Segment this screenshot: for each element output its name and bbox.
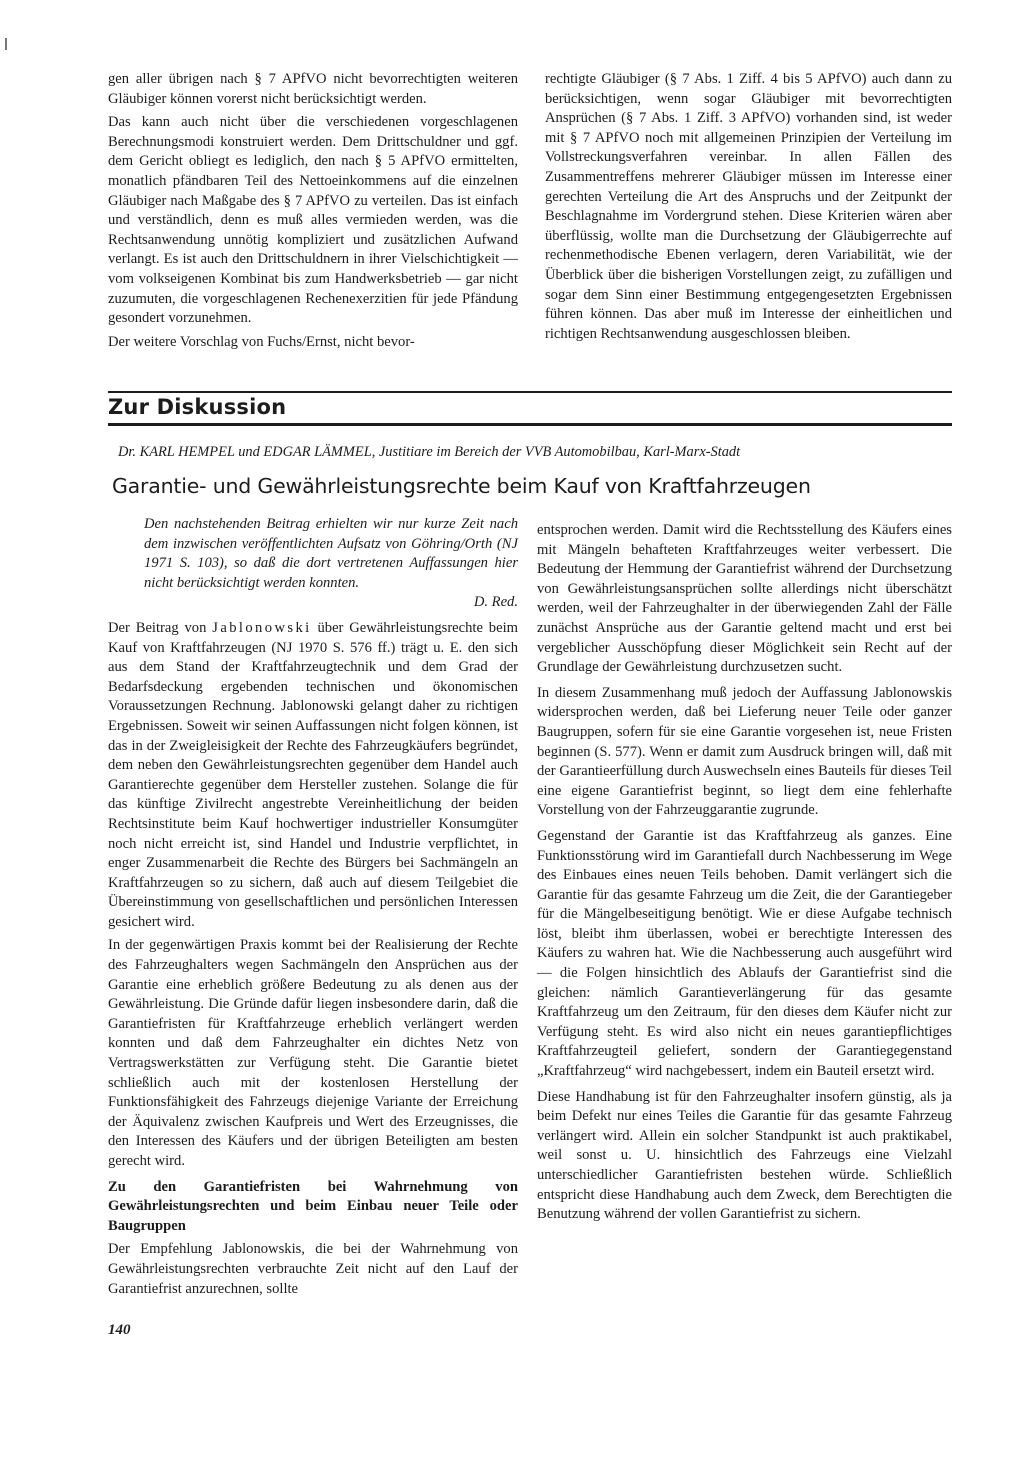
paragraph: Der weitere Vorschlag von Fuchs/Ernst, nicht bevor- xyxy=(108,333,415,350)
article-right-column xyxy=(537,521,952,1229)
section-rule-bottom xyxy=(108,423,952,426)
paragraph-lead: Der Beitrag von xyxy=(108,619,207,636)
paragraph: entsprochen werden. Damit wird die Rechtsstellung des Käufers eines mit Mängeln behafteten Kraftfahrzeuges weiter verbessert. Die Bedeutung der Hemmung der Garantiefrist während der Durchsetzung von Gewährleistungsansprüchen sollte allerdings nicht überschätzt werden, weil der Fahrzeughalter in der überwiegenden Zahl der Fälle zunächst Ansprüche aus der Garantie geltend macht und erst bei vergeblicher Ausschöpfung dieser Möglichkeit sein Recht auf der Grundlage der Gewährleistung durchzusetzen sucht. xyxy=(537,522,952,676)
continued-text-right-column xyxy=(545,70,952,348)
page-number: 140 xyxy=(108,1322,131,1338)
paragraph: Diese Handhabung ist für den Fahrzeughalter insofern günstig, als ja beim Defekt nur eines Teiles die Garantie für das gesamte Fahrzeug verlängert wird. Allein ein solcher Standpunkt ist auch praktikabel, weil sonst u. U. hinsichtlich des Fahrzeugs eine Vielzahl unterschiedlicher Garantiefristen bestehen würde. Schließlich entspricht diese Handhabung auch dem Zweck, dem Berechtigten die Benutzung während der vollen Garantiefrist zu sichern. xyxy=(537,1088,952,1223)
editor-note-signature: D. Red. xyxy=(473,594,518,611)
editor-note xyxy=(108,515,518,613)
article-title: Garantie- und Gewährleistungsrechte beim Kauf von Kraftfahrzeugen xyxy=(112,474,811,498)
paragraph xyxy=(108,619,518,933)
paragraph-rest: über Gewährleistungsrechte beim Kauf von Kraftfahrzeugen (NJ 1970 S. 576 ff.) trägt u. E. den sich aus dem Stand der Kraftfahrzeugtechnik und dem Grad der Bedarfsdeckung ergebenden technischen und ökonomischen Voraussetzungen Rechnung. Jablonowski gelangt daher zu richtigen Ergebnissen. Soweit wir seinen Auffassungen nicht folgen können, ist das in der Zweigleisigkeit der Rechte des Fahrzeugkäufers begründet, dem neben den Gewährleistungsrechten gegenüber dem Handel auch Garantierechte gegenüber dem Hersteller zustehen. Solange die für das künftige Zivilrecht angestrebte Vereinheitlichung der beiden Rechtsinstitute beim Kauf hochwertiger industrieller Konsumgüter noch nicht erreicht ist, sind Handel und Industrie verpflichtet, in enger Zusammenarbeit die Rechte des Bürgers bei Sachmängeln an Kraftfahrzeugen so zu sichern, daß auch auf diesem Teilgebiet die Übereinstimmung von gesellschaftlichen und persönlichen Interessen gesichert wird. xyxy=(108,619,518,930)
author-name-spaced: Jablonowski xyxy=(212,619,312,636)
article-left-column xyxy=(108,515,518,1303)
editor-note-text: Den nachstehenden Beitrag erhielten wir nur kurze Zeit nach dem inzwischen veröffentlichten Aufsatz von Göhring/Orth (NJ 1971 S. 103), so daß die dort vertretenen Auffassungen hier nicht berücksichtigt werden konnten. xyxy=(144,516,518,591)
margin-mark xyxy=(5,38,7,50)
section-title: Zur Diskussion xyxy=(108,395,287,419)
paragraph: gen aller übrigen nach § 7 APfVO nicht bevorrechtigten weiteren Gläubiger können vorerst nicht berücksichtigt werden. xyxy=(108,71,518,107)
continued-text-left-column xyxy=(108,70,518,356)
paragraph: Das kann auch nicht über die verschiedenen vorgeschlagenen Berechnungsmodi konstruiert werden. Dem Drittschuldner und ggf. dem Gericht obliegt es lediglich, den nach § 5 APfVO ermittelten, monatlich pfändbaren Teil des Nettoeinkommens auf die einzelnen Gläubiger nach Maßgabe des § 7 APfVO zu verteilen. Das ist einfach und verständlich, denn es muß alles vermieden werden, was die Rechtsanwendung unnötig kompliziert und zusätzlichen Aufwand verlangt. Es ist auch den Drittschuldnern in ihrer Vielschichtigkeit — vom volkseigenen Kombinat bis zum Handwerksbetrieb — gar nicht zuzumuten, die vorgeschlagenen Rechenexerzitien für jede Pfändung gesondert vorzunehmen. xyxy=(108,114,518,327)
subheading: Zu den Garantiefristen bei Wahrnehmung von Gewährleistungsrechten und beim Einbau neuer Teile oder Baugruppen xyxy=(108,1178,518,1234)
paragraph: In diesem Zusammenhang muß jedoch der Auffassung Jablonowskis widersprochen werden, daß bei Lieferung neuer Teile oder ganzer Baugruppen, sofern für sie eine Garantie vorgesehen ist, neue Fristen beginnen (S. 577). Wenn er damit zum Ausdruck bringen will, daß mit der Garantieerfüllung durch Auswechseln eines Bauteils für dieses Teil eine eigene Garantiefrist beginnt, so liegt dem eine fehlerhafte Vorstellung von der Fahrzeuggarantie zugrunde. xyxy=(537,684,952,819)
paragraph: rechtigte Gläubiger (§ 7 Abs. 1 Ziff. 4 bis 5 APfVO) auch dann zu berücksichtigen, wenn sogar Gläubiger mit bevorrechtigten Ansprüchen (§ 7 Abs. 1 Ziff. 3 APfVO) vorhanden sind, ist weder mit § 7 APfVO noch mit allgemeinen Prinzipien der Verteilung im Vollstreckungsverfahren vereinbar. In allen Fällen des Zusammentreffens mehrerer Gläubiger müssen im Interesse einer gerechten Verteilung die Art des Anspruchs und der Zeitpunkt der Beschlagnahme im Vordergrund stehen. Diese Kriterien wären aber überflüssig, wollte man die Durchsetzung der Gläubigerrechte auf rechenmethodische Ebenen verlagern, deren Variabilität, wie der Überblick über die bisherigen Vorstellungen zeigt, zu zufälligen und sogar dem Sinn einer Bestimmung entgegengesetzten Ergebnissen führen können. Das aber muß im Interesse der einheitlichen und richtigen Rechtsanwendung ausgeschlossen bleiben. xyxy=(545,71,952,342)
paragraph: In der gegenwärtigen Praxis kommt bei der Realisierung der Rechte des Fahrzeughalters wegen Sachmängeln den Ansprüchen aus der Garantie eine erheblich größere Bedeutung zu als denen aus der Gewährleistung. Die Gründe dafür liegen insbesondere darin, daß die Garantiefristen für Kraftfahrzeuge erheblich verlängert werden konnten und daß dem Fahrzeughalter ein dichtes Netz von Vertragswerkstätten zur Verfügung steht. Die Garantie bietet schließlich auch mit der kostenlosen Herstellung der Funktionsfähigkeit des Fahrzeugs diejenige Variante der Erreichung der Äquivalenz zwischen Kaufpreis und Wert des Erzeugnisses, die den Interessen des Käufers und der übrigen Beteiligten am besten gerecht wird. xyxy=(108,937,518,1169)
author-byline: Dr. KARL HEMPEL und EDGAR LÄMMEL, Justitiare im Bereich der VVB Automobilbau, Karl-Marx-Stadt xyxy=(118,444,741,460)
paragraph: Der Empfehlung Jablonowskis, die bei der Wahrnehmung von Gewährleistungsrechten verbrauchte Zeit nicht auf den Lauf der Garantiefrist anzurechnen, sollte xyxy=(108,1241,518,1297)
paragraph: Gegenstand der Garantie ist das Kraftfahrzeug als ganzes. Eine Funktionsstörung wird im Garantiefall durch Nachbesserung im Wege des Einbaues eines neuen Teils behoben. Damit verlängert sich die Garantie für das gesamte Fahrzeug um die Zeit, die der Garantiegeber für die Mängelbeseitigung benötigt. Wie er diese Aufgabe technisch löst, bleibt ihm überlassen, wobei er berechtigte Interessen des Käufers zu wahren hat. Wie die Nachbesserung auch ausgeführt wird — die Folgen hinsichtlich des Ablaufs der Garantiefrist sind die gleichen: nämlich Garantieverlängerung für das gesamte Kraftfahrzeug um den Zeitraum, für den dieses dem Käufer nicht zur Verfügung steht. Es wird also nicht ein neues garantiepflichtiges Kraftfahrzeugteil geliefert, sondern der Garantiegegenstand „Kraftfahrzeug“ wird nachgebessert, indem ein Bauteil ersetzt wird. xyxy=(537,827,952,1080)
